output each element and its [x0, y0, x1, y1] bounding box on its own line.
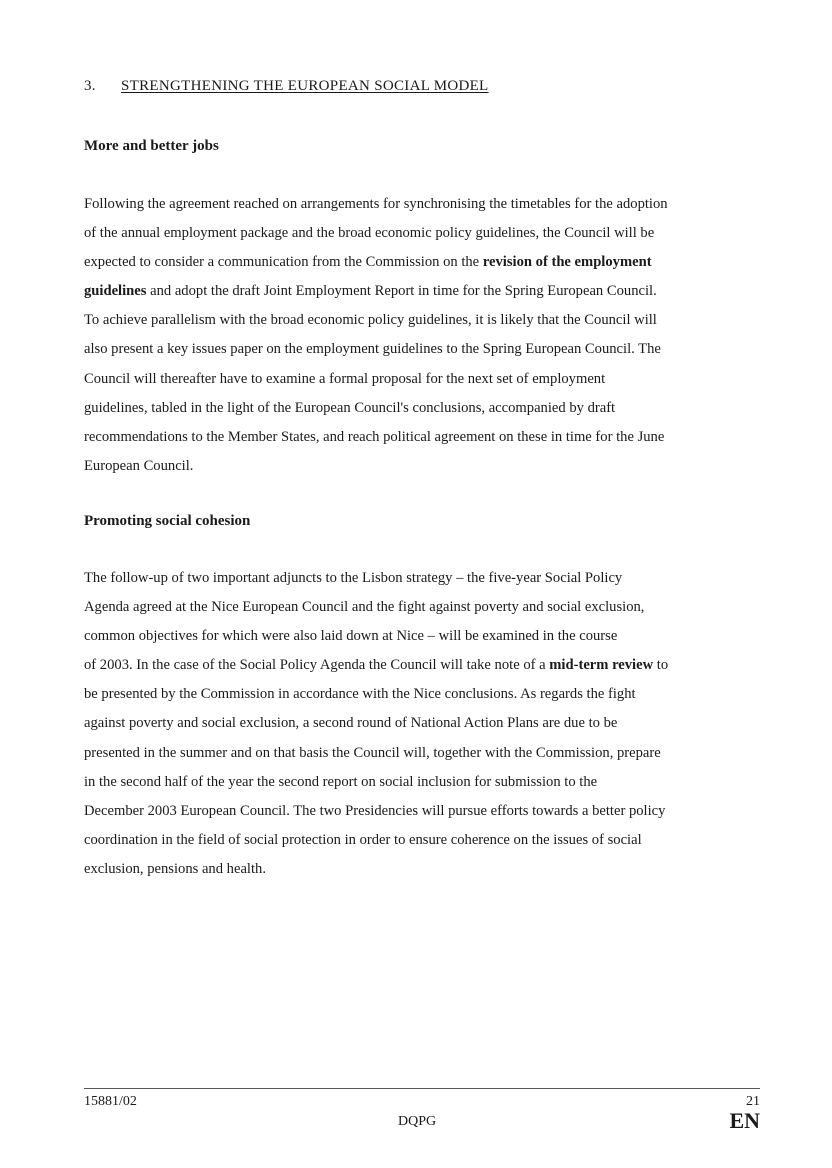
subheading-promoting-social-cohesion: Promoting social cohesion [84, 513, 251, 529]
section-heading [84, 78, 489, 95]
paragraph-line: December 2003 European Council. The two Presidencies will pursue efforts towards a better policy [84, 802, 666, 819]
paragraph-employment [84, 190, 764, 481]
paragraph-line: against poverty and social exclusion, a second round of National Action Plans are due to be [84, 715, 618, 732]
paragraph-line: common objectives for which were also laid down at Nice – will be examined in the course [84, 628, 618, 645]
paragraph-line: coordination in the field of social protection in order to ensure coherence on the issues of social [84, 831, 642, 848]
paragraph-line: The follow-up of two important adjuncts to the Lisbon strategy – the five-year Social Policy [84, 570, 623, 586]
footer-divider [84, 1088, 760, 1089]
emphasis-guidelines: guidelines [84, 283, 147, 300]
paragraph-line: recommendations to the Member States, and reach political agreement on these in time for the June [84, 428, 665, 445]
section-number: 3. [84, 78, 96, 94]
language-code: EN [729, 1108, 760, 1133]
paragraph-line: presented in the summer and on that basis the Council will, together with the Commission, prepare [84, 744, 661, 761]
paragraph-line: also present a key issues paper on the employment guidelines to the Spring European Council. The [84, 341, 661, 358]
paragraph-line: of 2003. In the case of the Social Policy Agenda the Council will take note of a mid-term review to [84, 657, 669, 674]
paragraph-line: exclusion, pensions and health. [84, 860, 266, 877]
emphasis-mid-term-review: mid-term review [549, 657, 654, 674]
subheading-more-and-better-jobs: More and better jobs [84, 138, 219, 154]
page-number: 21 [746, 1094, 760, 1109]
document-reference: 15881/02 [84, 1094, 137, 1109]
paragraph-line: Following the agreement reached on arrangements for synchronising the timetables for the adoption [84, 196, 668, 212]
paragraph-line: Council will thereafter have to examine a formal proposal for the next set of employment [84, 370, 606, 387]
department-code: DQPG [398, 1114, 437, 1129]
paragraph-line: expected to consider a communication from the Commission on the revision of the employment [84, 254, 652, 271]
paragraph-line: Agenda agreed at the Nice European Council and the fight against poverty and social exclusion, [84, 599, 645, 616]
paragraph-line: guidelines, tabled in the light of the European Council's conclusions, accompanied by draft [84, 399, 616, 416]
paragraph-social-cohesion [84, 564, 764, 884]
paragraph-line: in the second half of the year the second report on social inclusion for submission to the [84, 773, 598, 790]
paragraph-line: To achieve parallelism with the broad economic policy guidelines, it is likely that the Council will [84, 312, 657, 329]
paragraph-line: be presented by the Commission in accordance with the Nice conclusions. As regards the fight [84, 686, 636, 703]
paragraph-line: European Council. [84, 457, 194, 474]
emphasis-revision: revision of the employment [482, 254, 652, 271]
paragraph-line: of the annual employment package and the broad economic policy guidelines, the Council will be [84, 225, 655, 242]
section-title: STRENGTHENING THE EUROPEAN SOCIAL MODEL [121, 78, 489, 94]
paragraph-line: guidelines and adopt the draft Joint Employment Report in time for the Spring European Council. [84, 283, 657, 300]
